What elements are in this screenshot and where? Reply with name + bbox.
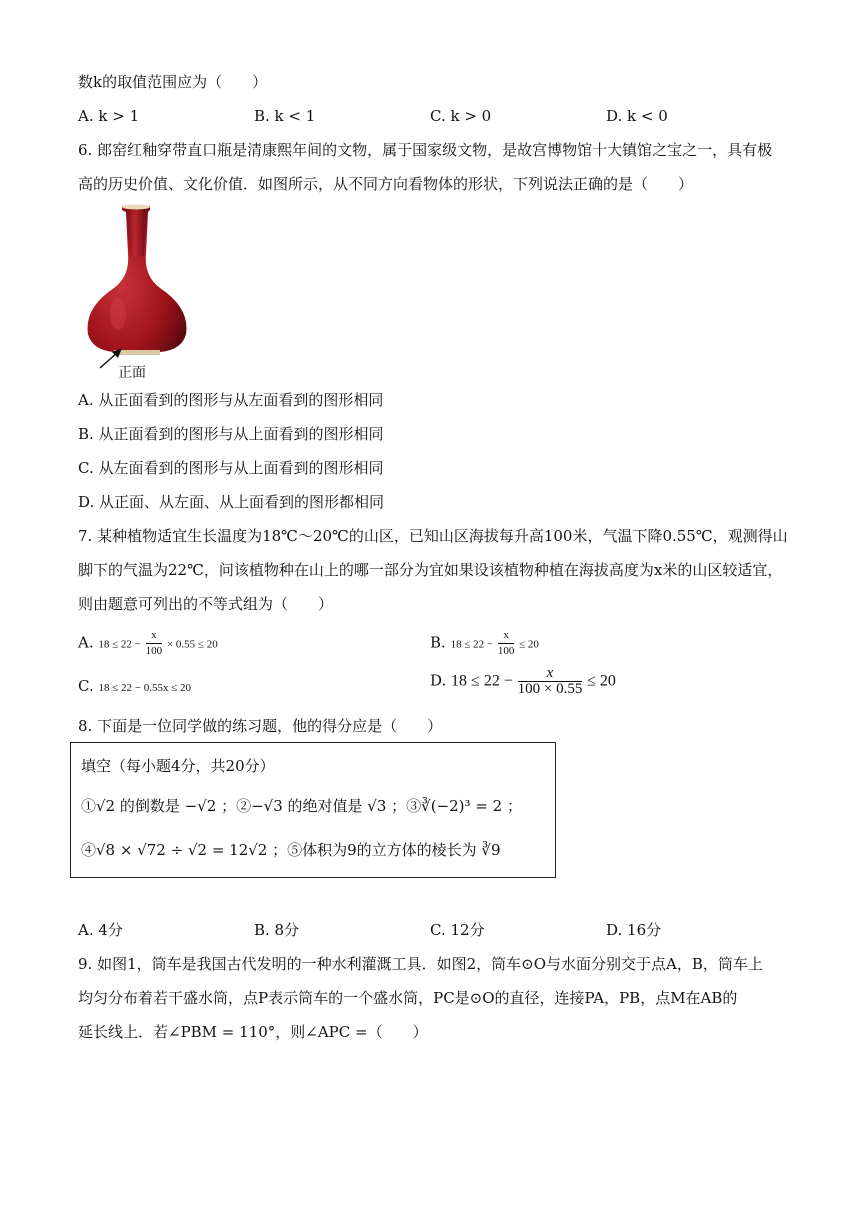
q6-stem-line1: 6. 郎窑红釉穿带直口瓶是清康熙年间的文物，属于国家级文物，是故宫博物馆十大镇馆之宝之一，具有极 [78, 141, 773, 159]
q7-option-c[interactable] [78, 676, 191, 698]
q8-option-c[interactable]: C. 12分 [430, 921, 485, 939]
q7-option-d-num: x [518, 666, 583, 682]
q7-option-d-rhs: ≤ 20 [587, 672, 616, 690]
q8-box-line1: ①√2 的倒数是 −√2 ；②−√3 的绝对值是 √3 ；③∛(−2)³ = 2 ； [81, 797, 522, 815]
q7-option-d-letter: D. [430, 671, 447, 690]
q5-stem-tail: 数k的取值范围应为（ ） [78, 73, 268, 91]
q5-option-c[interactable]: C. k > 0 [430, 107, 492, 125]
figure-label-front: 正面 [118, 365, 146, 381]
q7-option-a-letter: A. [78, 633, 94, 652]
q7-option-c-letter: C. [78, 677, 94, 695]
q8-box-line2: ④√8 × √72 ÷ √2 = 12√2 ；⑤体积为9的立方体的棱长为 ∛9 [81, 841, 501, 859]
q8-box-title: 填空（每小题4分，共20分） [81, 757, 275, 775]
q9-stem-line2: 均匀分布着若干盛水筒，点P表示筒车的一个盛水筒，PC是⊙O的直径，连接PA，PB，点M在AB的 [78, 989, 738, 1007]
q8-exercise-box [70, 742, 556, 878]
q7-stem-line3: 则由题意可列出的不等式组为（ ） [78, 595, 334, 613]
q9-stem-line1: 9. 如图1，筒车是我国古代发明的一种水利灌溉工具．如图2，筒车⊙O与水面分别交于点A，B，筒车上 [78, 955, 763, 973]
q5-option-b[interactable]: B. k < 1 [254, 107, 316, 125]
q6-option-c[interactable]: C. 从左面看到的图形与从上面看到的图形相同 [78, 459, 384, 477]
vase-image [78, 204, 198, 364]
q7-option-b[interactable] [430, 628, 539, 659]
q7-option-b-den: 100 [497, 645, 515, 657]
q5-option-a[interactable]: A. k > 1 [78, 107, 140, 125]
q7-stem-line2: 脚下的气温为22℃，问该植物种在山上的哪一部分为宜如果设该植物种植在海拔高度为x米的山区较适宜， [78, 561, 783, 579]
q7-option-b-rhs: ≤ 20 [519, 638, 539, 651]
q7-option-d-den: 100 × 0.55 [517, 681, 583, 697]
q7-option-d-lhs: 18 ≤ 22 − [451, 672, 513, 690]
q7-stem-line1: 7. 某种植物适宜生长温度为18℃～20℃的山区，已知山区海拔每升高100米，气温下降0.55℃，观测得山 [78, 527, 788, 545]
q8-stem: 8. 下面是一位同学做的练习题，他的得分应是（ ） [78, 717, 443, 735]
q7-option-a-lhs: 18 ≤ 22 − [98, 638, 141, 651]
q6-stem-line2: 高的历史价值、文化价值．如图所示，从不同方向看物体的形状，下列说法正确的是（ ） [78, 175, 694, 193]
q6-option-d[interactable]: D. 从正面、从左面、从上面看到的图形都相同 [78, 493, 385, 511]
q7-option-b-lhs: 18 ≤ 22 − [450, 638, 494, 651]
q8-option-d[interactable]: D. 16分 [606, 921, 662, 939]
q7-option-b-num: x [498, 628, 515, 644]
q7-option-a[interactable] [78, 628, 218, 659]
q5-option-d[interactable]: D. k < 0 [606, 107, 668, 125]
q7-option-a-num: x [146, 628, 163, 644]
q6-option-a[interactable]: A. 从正面看到的图形与从左面看到的图形相同 [78, 391, 384, 409]
q9-stem-line3: 延长线上．若∠PBM = 110°，则∠APC =（ ） [78, 1023, 428, 1041]
q7-option-b-letter: B. [430, 633, 446, 652]
q6-option-b[interactable]: B. 从正面看到的图形与从上面看到的图形相同 [78, 425, 384, 443]
q7-option-a-den: 100 [145, 645, 163, 657]
q8-option-a[interactable]: A. 4分 [78, 921, 123, 939]
q7-option-a-rhs: × 0.55 ≤ 20 [166, 638, 218, 651]
vase-figure [78, 204, 198, 384]
q7-option-c-expr: 18 ≤ 22 − 0.55x ≤ 20 [98, 682, 192, 694]
q7-option-d[interactable] [430, 666, 616, 697]
q8-option-b[interactable]: B. 8分 [254, 921, 300, 939]
